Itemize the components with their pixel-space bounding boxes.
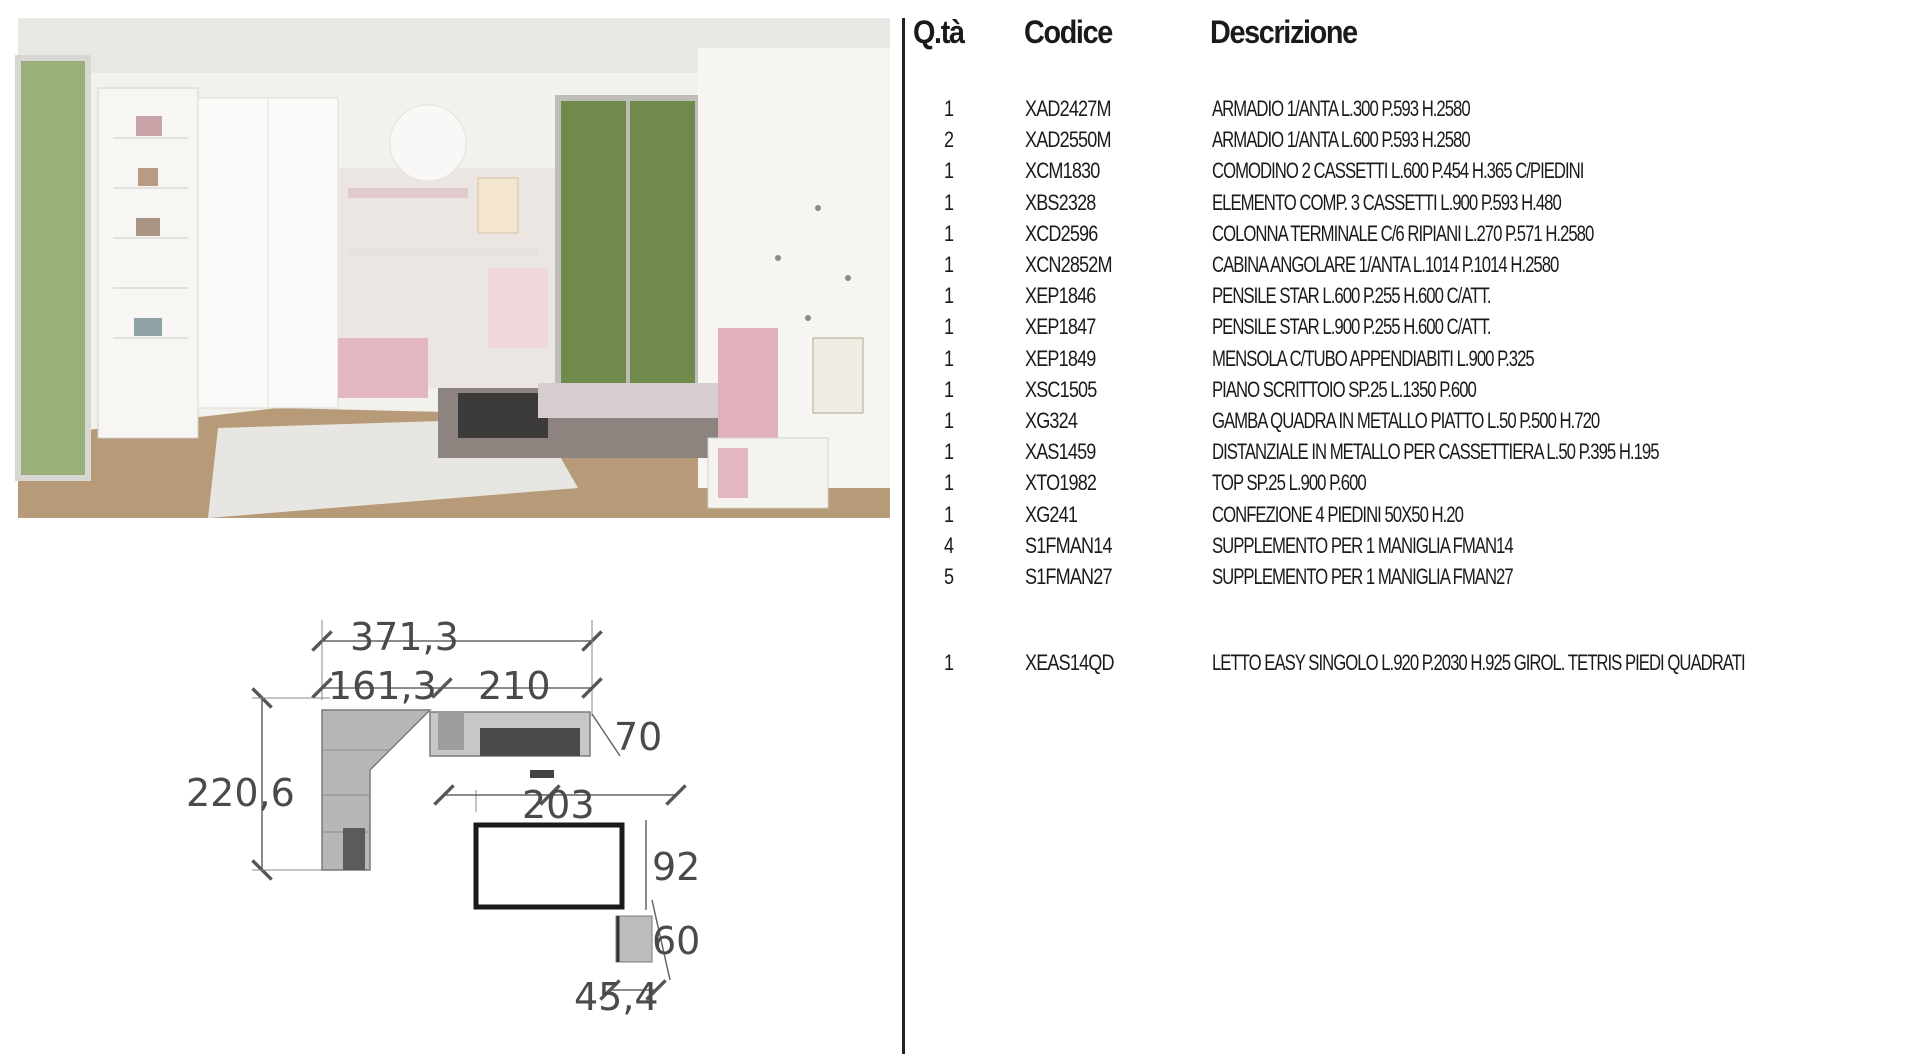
row-description: ELEMENTO COMP. 3 CASSETTI L.900 P.593 H.480 — [1212, 189, 1561, 215]
dim-total-width: 371,3 — [350, 615, 459, 659]
row-qty: 1 — [944, 501, 954, 527]
dim-nightstand-depth: 60 — [652, 919, 701, 963]
row-code: XBS2328 — [1025, 189, 1096, 215]
row-qty: 1 — [944, 189, 954, 215]
row-code: XAD2550M — [1025, 127, 1111, 153]
header-description: Descrizione — [1210, 14, 1357, 50]
dim-nightstand-width: 45,4 — [574, 975, 659, 1019]
row-code: XG241 — [1025, 501, 1078, 527]
dim-left-width: 161,3 — [328, 664, 437, 708]
row-code: XAD2427M — [1025, 96, 1111, 121]
row-description: CONFEZIONE 4 PIEDINI 50X50 H.20 — [1212, 501, 1463, 527]
row-description: MENSOLA C/TUBO APPENDIABITI L.900 P.325 — [1212, 345, 1534, 371]
row-code: XEP1847 — [1025, 314, 1096, 340]
row-code: XG324 — [1025, 408, 1078, 433]
row-qty: 5 — [944, 564, 954, 589]
row-description: PIANO SCRITTOIO SP.25 L.1350 P.600 — [1212, 376, 1476, 402]
row-qty: 1 — [944, 220, 954, 246]
row-code: XEAS14QD — [1025, 650, 1114, 675]
row-code: XAS1459 — [1025, 439, 1096, 465]
header-code: Codice — [1024, 14, 1112, 50]
row-description: ARMADIO 1/ANTA L.600 P.593 H.2580 — [1212, 127, 1470, 153]
row-code: S1FMAN14 — [1025, 532, 1112, 558]
row-qty: 1 — [944, 376, 954, 402]
dim-bed-width: 92 — [652, 845, 701, 889]
dim-desk-width: 210 — [478, 664, 551, 708]
row-code: XEP1849 — [1025, 345, 1096, 371]
row-description: COLONNA TERMINALE C/6 RIPIANI L.270 P.571 H.2580 — [1212, 220, 1594, 246]
row-code: S1FMAN27 — [1025, 564, 1112, 589]
row-description: COMODINO 2 CASSETTI L.600 P.454 H.365 C/PIEDINI — [1212, 158, 1584, 184]
row-code: XCM1830 — [1025, 158, 1100, 184]
row-qty: 2 — [944, 127, 954, 153]
dim-bed-length: 203 — [522, 783, 595, 827]
header-qty: Q.tà — [913, 14, 964, 50]
row-description: PENSILE STAR L.600 P.255 H.600 C/ATT. — [1212, 283, 1491, 309]
row-qty: 1 — [944, 283, 954, 309]
row-qty: 1 — [944, 314, 954, 340]
row-description: GAMBA QUADRA IN METALLO PIATTO L.50 P.500 H.720 — [1212, 408, 1600, 433]
column-divider — [902, 18, 905, 1054]
row-qty: 1 — [944, 439, 954, 465]
row-qty: 1 — [944, 345, 954, 371]
row-code: XSC1505 — [1025, 376, 1097, 402]
row-code: XTO1982 — [1025, 470, 1097, 496]
row-code: XCN2852M — [1025, 252, 1112, 277]
floor-plan — [186, 600, 740, 1030]
row-description: SUPPLEMENTO PER 1 MANIGLIA FMAN14 — [1212, 532, 1513, 558]
row-qty: 1 — [944, 96, 954, 121]
row-qty: 1 — [944, 408, 954, 433]
dim-desk-depth: 70 — [614, 715, 663, 759]
row-description: CABINA ANGOLARE 1/ANTA L.1014 P.1014 H.2580 — [1212, 252, 1559, 277]
row-code: XCD2596 — [1025, 220, 1098, 246]
row-description: LETTO EASY SINGOLO L.920 P.2030 H.925 GIROL. TETRIS PIEDI QUADRATI — [1212, 650, 1745, 675]
room-photo — [18, 18, 890, 518]
row-description: PENSILE STAR L.900 P.255 H.600 C/ATT. — [1212, 314, 1491, 340]
row-description: DISTANZIALE IN METALLO PER CASSETTIERA L.50 P.395 H.195 — [1212, 439, 1659, 465]
row-qty: 4 — [944, 532, 954, 558]
row-description: TOP SP.25 L.900 P.600 — [1212, 470, 1366, 496]
row-qty: 1 — [944, 470, 954, 496]
row-qty: 1 — [944, 650, 954, 675]
row-description: ARMADIO 1/ANTA L.300 P.593 H.2580 — [1212, 96, 1470, 121]
row-qty: 1 — [944, 252, 954, 277]
row-description: SUPPLEMENTO PER 1 MANIGLIA FMAN27 — [1212, 564, 1513, 589]
row-code: XEP1846 — [1025, 283, 1096, 309]
row-qty: 1 — [944, 158, 954, 184]
dim-height: 220,6 — [186, 771, 295, 815]
